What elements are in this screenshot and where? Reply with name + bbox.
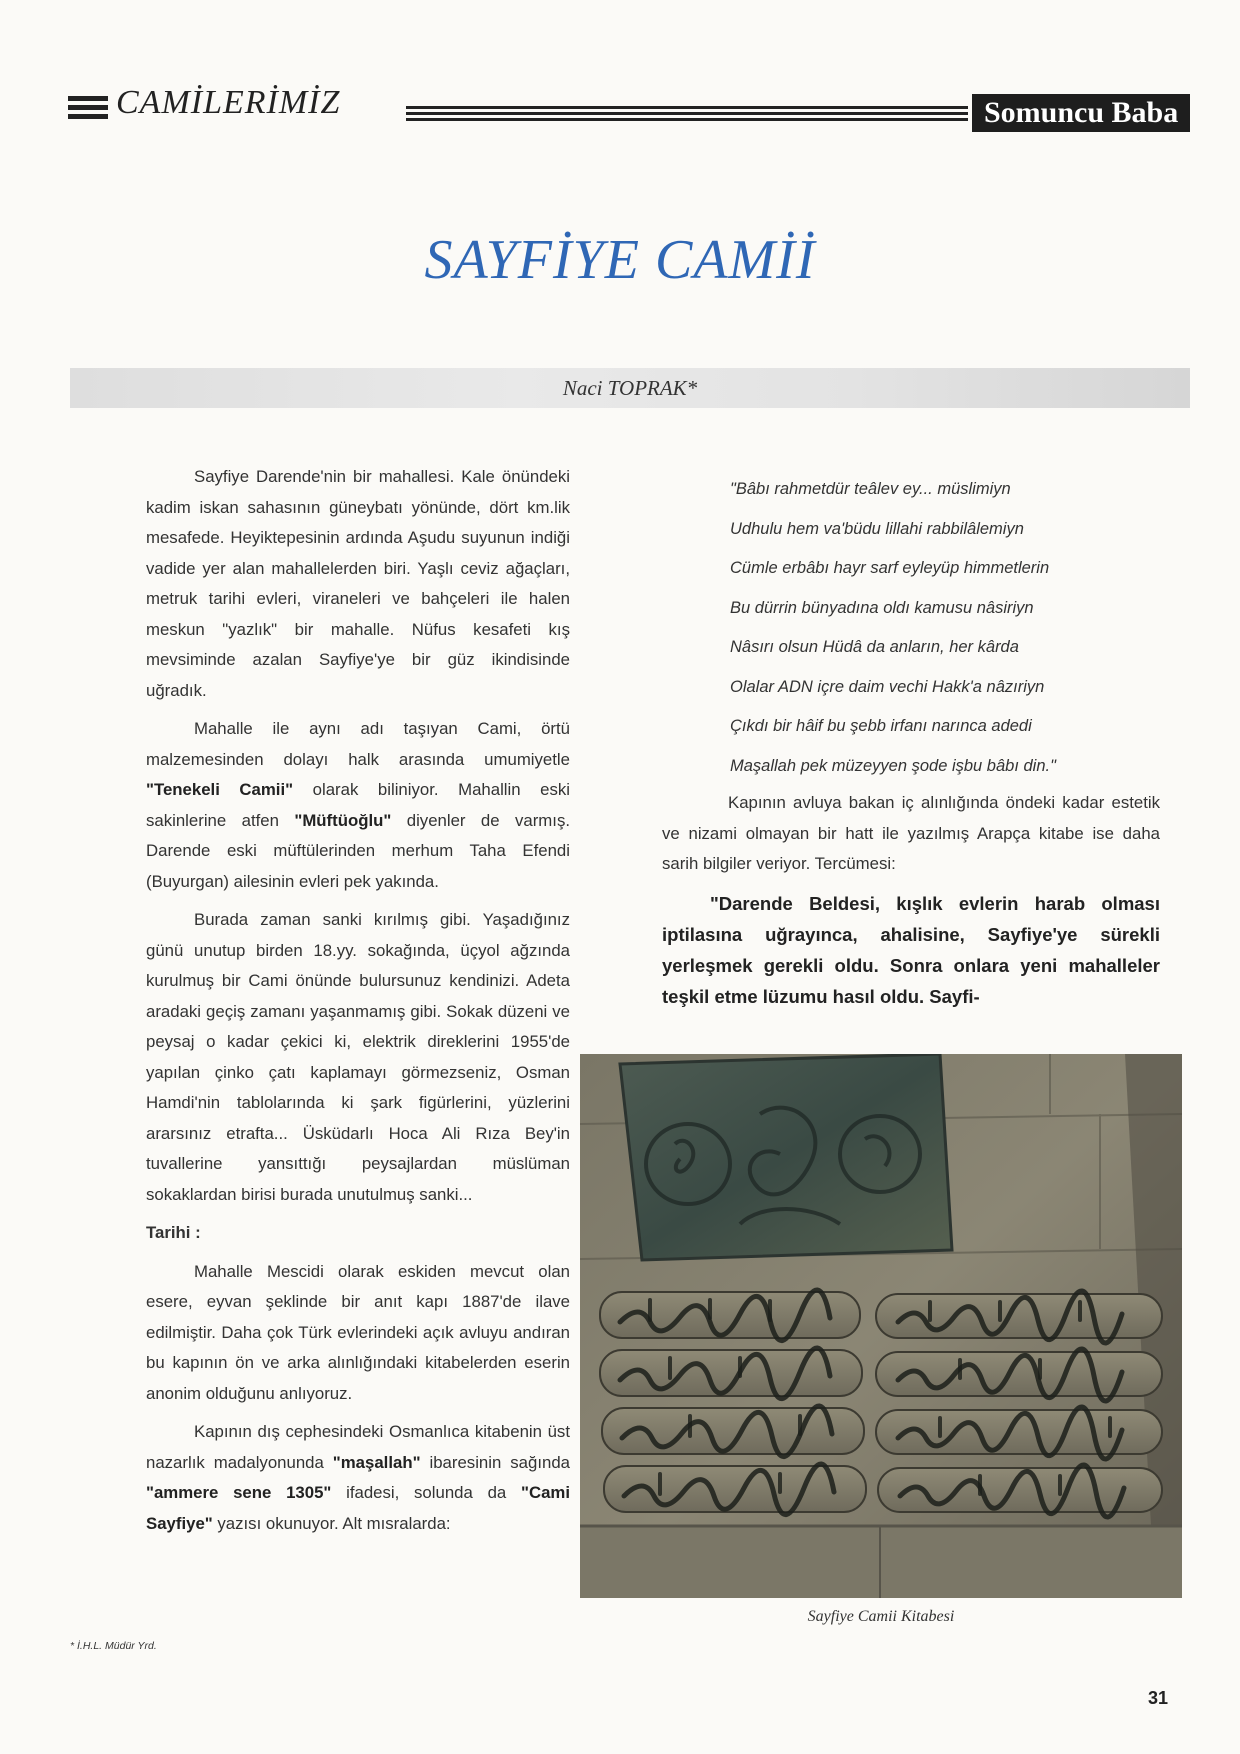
paragraph (146, 714, 570, 897)
text-run: olarak biliniyor. Mahallin eski sakinlerine atfen (146, 780, 571, 830)
paragraph: Mahalle Mescidi olarak eskiden mevcut olan esere, eyvan şeklinde bir anıt kapı 1887'de ilave edilmiştir. Daha çok Türk evlerindeki açık avluyu andıran bu kapının ön ve arka alınlığındaki kitabelerden eserin anonim olduğunu anlıyoruz. (146, 1261, 570, 1403)
bold-term: "ammere sene 1305" (146, 1483, 332, 1502)
poem-line: Udhulu hem va'büdu lillahi rabbilâlemiyn (730, 519, 1024, 538)
article-title: SAYFİYE CAMİİ (424, 229, 816, 291)
text-run: diyenler de varmış. Darende eski müftülerinden merhum Taha Efendi (Buyurgan) ailesinin evleri pek yakında. (146, 810, 570, 891)
magazine-name: Somuncu Baba (968, 94, 1190, 132)
paragraph: Burada zaman sanki kırılmış gibi. Yaşadığınız günü unutup birden 18.yy. sokağında, üçyol ağzında kurulmuş bir Cami önünde bulursunuz kendinizi. Adeta aradaki geçiş zamanı yaşanmamış gibi. Sokak düzeni ve peysaj o kadar çekici ki, elektrik direklerini 1955'de yapılan çinko çatı kaplamayı görmezseniz, Osman Hamdi'nin tablolarında ki şark figürlerini, yüzlerini ararsınız etrafta... Üsküdarlı Hoca Ali Rıza Bey'in tuvallerine yansıttığı peysajlardan müslüman sokaklardan birisi burada unutulmuş sanki... (146, 910, 570, 1204)
poem-line: "Bâbı rahmetdür teâlev ey... müslimiyn (730, 480, 1011, 498)
inscription-photo (580, 1054, 1182, 1598)
poem-line: Maşallah pek müzeyyen şode işbu bâbı din." (730, 756, 1056, 775)
paragraph (146, 1417, 570, 1539)
bold-term: "Tenekeli Camii" (146, 780, 294, 799)
text-run: Kapının dış cephesindeki Osmanlıca kitabenin üst nazarlık madalyonunda (146, 1422, 570, 1472)
bold-term: "Cami Sayfiye" (146, 1483, 570, 1533)
footnote: * İ.H.L. Müdür Yrd. (70, 1640, 157, 1652)
text-run: Mahalle ile aynı adı taşıyan Cami, örtü malzemesinden dolayı halk arasında umumiyetle (146, 719, 570, 769)
text-run: ifadesi, solunda da (331, 1483, 521, 1502)
left-column (146, 462, 570, 1539)
translation-quote: "Darende Beldesi, kışlık evlerin harab olması iptilasına uğrayınca, ahalisine, Sayfiye'ye sürekli yerleşmek gerekli oldu. Sonra onlara yeni mahalleler teşkil etme lüzumu hasıl oldu. Sayfi- (662, 892, 1160, 1007)
poem-line: Olalar ADN içre daim vechi Hakk'a nâzıriyn (730, 677, 1045, 696)
bold-term: "maşallah" (332, 1452, 421, 1472)
page-header (68, 78, 1190, 138)
paragraph: Sayfiye Darende'nin bir mahallesi. Kale önündeki kadim iskan sahasının güneybatı yönünde, dört km.lik mesafede. Heyiktepesinin ardında Aşudu suyunun indiği vadide yer alan mahallelerden biri. Yaşlı ceviz ağaçları, metruk tarihi evleri, viraneleri ve bahçeleri ile halen meskun "yazlık" bir mahalle. Nüfus kesafeti kış mevsiminde azalan Sayfiye'ye bir güz ikindisinde uğradık. (146, 467, 570, 700)
header-marks (68, 96, 108, 123)
section-title: CAMİLERİMİZ (116, 84, 341, 121)
poem-line: Çıkdı bir hâif bu şebb irfanı narınca adedi (730, 717, 1032, 735)
poem-line: Cümle erbâbı hayr sarf eyleyüp himmetlerin (730, 559, 1050, 577)
poem-line: Bu dürrin bünyadına oldı kamusu nâsiriyn (730, 598, 1034, 617)
page-number: 31 (1148, 1688, 1169, 1708)
photo-caption: Sayfiye Camii Kitabesi (807, 1608, 955, 1625)
header-rule (406, 106, 1046, 124)
poem-line: Nâsırı olsun Hüdâ da anların, her kârda (730, 638, 1019, 656)
bold-term: "Müftüoğlu" (294, 810, 392, 830)
subheading: Tarihi : (146, 1223, 201, 1242)
text-run: ibaresinin sağında (420, 1452, 570, 1472)
paragraph: Kapının avluya bakan iç alınlığında öndeki kadar estetik ve nizami olmayan bir hatt ile yazılmış Arapça kitabe ise daha sarih bilgiler veriyor. Tercümesi: (662, 793, 1160, 873)
inscription-image (580, 1054, 1182, 1598)
text-run: yazısı okunuyor. Alt mısralarda: (212, 1513, 451, 1533)
poem (662, 470, 1160, 786)
right-column (662, 470, 1160, 1012)
author-name: Naci TOPRAK* (562, 376, 698, 400)
author-bar (70, 368, 1190, 408)
